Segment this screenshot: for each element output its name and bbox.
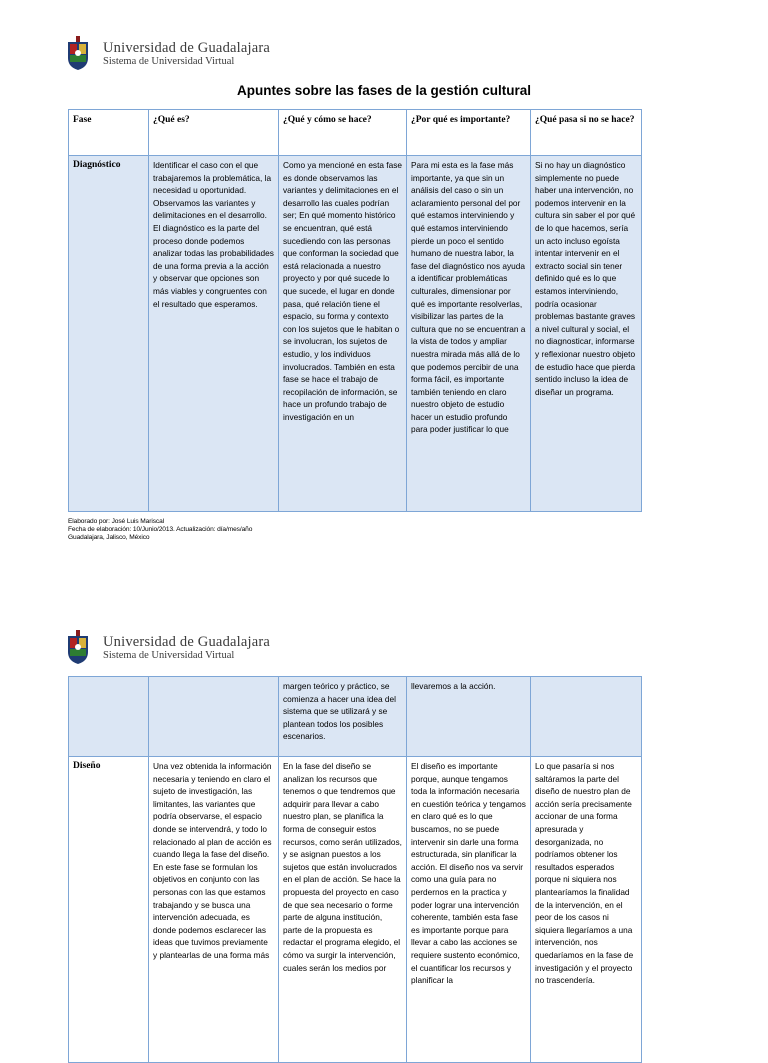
phases-table [68, 109, 642, 512]
university-name: Universidad de Guadalajara [103, 40, 271, 56]
cell-que-es: Identificar el caso con el que trabajaremos la problemática, la necesidad u oportunidad. Observamos las variantes y delimitaciones en el desarrollo. El diagnóstico es la parte del proceso donde podemos analizar todas las probabilidades de una forma previa a la acción y observar que opciones son más viables y congruentes con el resultado que esperamos. [149, 156, 279, 512]
university-name: Universidad de Guadalajara [103, 634, 271, 650]
header-importante: ¿Por qué es importante? [407, 110, 531, 156]
cell-importante: llevaremos a la acción. [407, 677, 531, 757]
header-fase: Fase [69, 110, 149, 156]
university-subtitle: Sistema de Universidad Virtual [103, 56, 235, 67]
phase-name [69, 677, 149, 757]
cell-si-no [531, 677, 642, 757]
table-row [69, 156, 642, 512]
document-footer [68, 518, 252, 541]
cell-si-no: Si no hay un diagnóstico simplemente no puede haber una intervención, no podemos intervenir en la cultura sin saber el por qué de lo que hacemos, sería un acto incluso egoísta intentar intervenir en el extracto social sin tener definido qué es lo que estamos interviniendo, podría ocasionar problemas bastante graves a nivel cultural y social, el no diagnosticar, informarse y reflexionar nuestro objeto de estudio hace que pierda sentido incluso la idea de diseñar un programa. [531, 156, 642, 512]
cell-importante: Para mi esta es la fase más importante, ya que sin un análisis del caso o sin un aclaramiento personal del por qué estamos interviniendo y qué estamos interviniendo pierde un poco el sentido humano de nuestra labor, la fase del diagnóstico nos ayuda a identificar problemáticas culturales, dimensionar por qué es importante resolverlas, visibilizar las partes de la cultura que no se encuentran a la vista de todos y ampliar nuestra mirada más allá de lo que podemos percibir de una forma fácil, es importante también teniendo en claro nuestro objeto de estudio hacer un estudio profundo para poder justificar lo que [407, 156, 531, 512]
university-subtitle: Sistema de Universidad Virtual [103, 650, 235, 661]
university-logo-page-2 [67, 630, 270, 664]
university-crest-icon [67, 630, 89, 664]
table-header-row [69, 110, 642, 156]
cell-importante: El diseño es importante porque, aunque tengamos toda la información necesaria en cuestión teórica y tengamos en claro qué es lo que buscamos, no se puede intervenir sin darle una forma estructurada, sin planificar la acción. El diseño nos va servir como una guía para no perdernos en la practica y poder lograr una intervención coherente, también esta fase es importante porque para llevar a cabo las acciones se requiere sustento económico, el cuantificar los recursos y planificar la [407, 757, 531, 1063]
footer-location: Guadalajara, Jalisco, México [68, 533, 150, 541]
document-title: Apuntes sobre las fases de la gestión cultural [236, 83, 532, 98]
phase-name: Diagnóstico [69, 156, 149, 512]
university-crest-icon [67, 36, 89, 70]
cell-como: En la fase del diseño se analizan los recursos que tenemos o que tendremos que adquirir para llevar a cabo nuestro plan, se planifica la forma de conseguir estos recursos, como serán utilizados, y se asignan puestos a los sujetos que están involucrados en el plan de acción. Se hace la propuesta del proyecto en caso de que sea necesario o forme parte de alguna institución, parte de la propuesta es redactar el programa elegido, el cómo va surgir la intervención, cuales serán los medios por [279, 757, 407, 1063]
phase-name: Diseño [69, 757, 149, 1063]
cell-como: margen teórico y práctico, se comienza a hacer una idea del sistema que se utilizará y se plantean todos los posibles escenarios. [279, 677, 407, 757]
phases-table-continued [68, 676, 642, 1063]
table-row [69, 677, 642, 757]
cell-si-no: Lo que pasaría si nos saltáramos la parte del diseño de nuestro plan de acción sería precisamente accionar de una forma apresurada y desorganizada, no podríamos obtener los resultados esperados porque ni siquiera nos plantearíamos la finalidad de la intervención, en el peor de los casos ni siquiera llegaríamos a una intervención, nos quedaríamos en la fase de investigación y el proyecto no trascendería. [531, 757, 642, 1063]
cell-que-es: Una vez obtenida la información necesaria y teniendo en claro el sujeto de investigación, las limitantes, las variantes que podría observarse, el espacio donde se intervendrá, y todo lo relacionado al plan de acción es cuando llega la fase del diseño. En este fase se formulan los objetivos en conjunto con las personas con las que estamos trabajando y se busca una intervención adecuada, es donde podemos esclarecer las ideas que tuvimos previamente y plantearlas de una forma más [149, 757, 279, 1063]
footer-date: Fecha de elaboración: 10/Junio/2013. Actualización: día/mes/año [68, 525, 253, 533]
university-logo [67, 36, 270, 70]
footer-author: Elaborado por: José Luis Mariscal [68, 518, 165, 525]
header-que-es: ¿Qué es? [149, 110, 279, 156]
cell-como: Como ya mencioné en esta fase es donde observamos las variantes y delimitaciones en el desarrollo las cuales podrían ser; En qué momento histórico se encuentran, qué está sucediendo con las personas que conforman la sociedad que está relacionada a nuestro proyecto y por qué sucede lo que sucede, el lugar en donde pasa, qué relación tiene el espacio, su forma y contexto con los sujetos que le habitan o se involucran, los sujetos de estudio, y los individuos involucrados. También en esta fase se hace el trabajo de recopilación de información, se hace un profundo trabajo de investigación en un [279, 156, 407, 512]
cell-que-es [149, 677, 279, 757]
header-si-no: ¿Qué pasa si no se hace? [531, 110, 642, 156]
header-como: ¿Qué y cómo se hace? [279, 110, 407, 156]
table-row [69, 757, 642, 1063]
